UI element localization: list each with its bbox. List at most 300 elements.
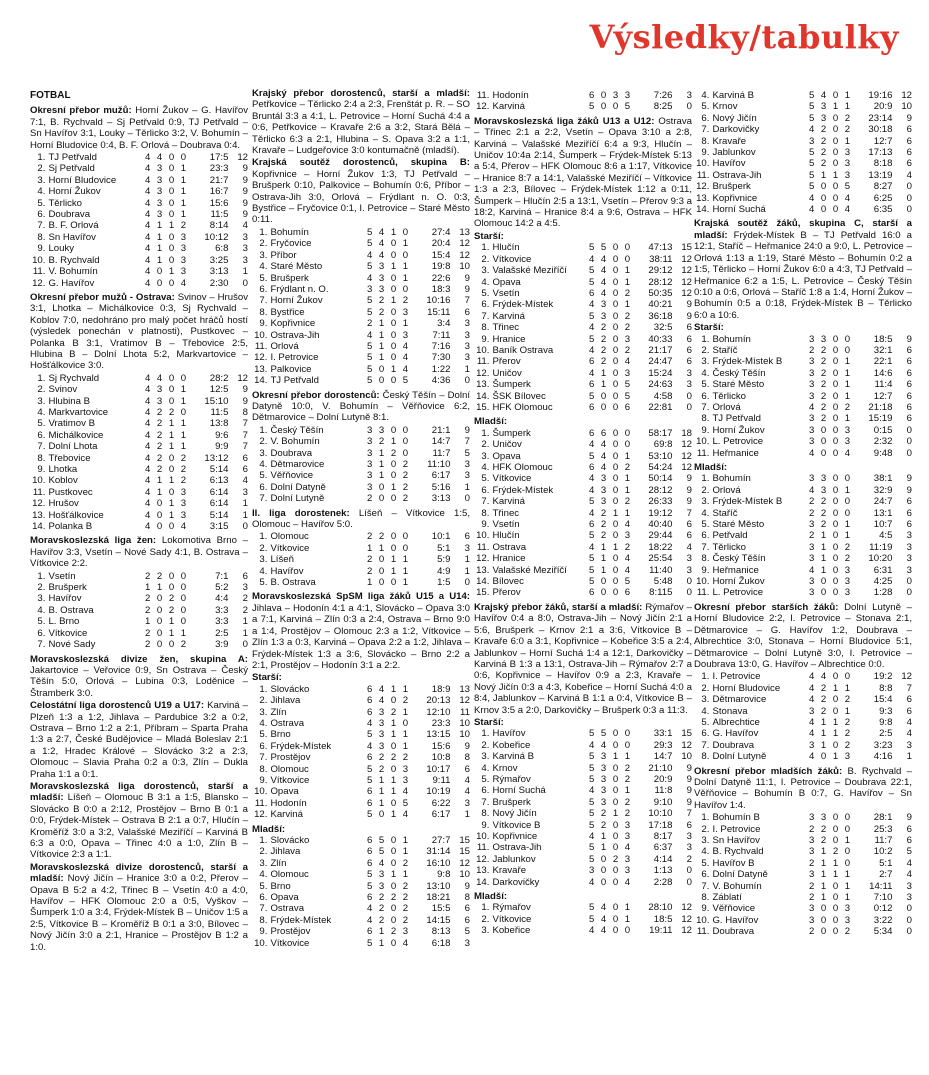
- rank-cell: 1.: [37, 152, 46, 164]
- rank-cell: 13.: [254, 363, 268, 375]
- table-row: [474, 391, 692, 402]
- losses-cell: 0: [844, 857, 851, 869]
- team-name-cell: Rýmařov: [492, 773, 531, 785]
- played-cell: 5: [366, 774, 373, 786]
- team-name-cell: Staříč: [712, 507, 738, 519]
- goals-cell: 28:2: [209, 372, 229, 384]
- draws-cell: 1: [168, 616, 175, 628]
- draws-cell: 0: [832, 823, 839, 835]
- losses-cell: 1: [844, 101, 851, 113]
- team-name-cell: L. Brno: [48, 616, 80, 628]
- team-name-cell: Kopřivnice: [270, 318, 316, 330]
- rank-cell: 2.: [701, 344, 710, 356]
- team-name-cell: Sj Rychvald: [48, 372, 100, 384]
- table-row: [694, 204, 912, 215]
- category-label: Starší:: [474, 716, 504, 728]
- losses-cell: 3: [844, 436, 851, 448]
- goals-cell: 2:5: [879, 728, 893, 740]
- team-name-cell: Horní Žukov: [48, 186, 101, 198]
- points-cell: 1: [464, 363, 470, 375]
- team-name-cell: Opava: [492, 276, 521, 288]
- goals-cell: 2:30: [209, 277, 229, 289]
- goals-cell: 11:4: [874, 379, 893, 391]
- points-cell: 9: [464, 272, 470, 284]
- table-row: [694, 391, 912, 402]
- played-cell: 4: [588, 484, 595, 496]
- match-results: Dolní Lutyně – Horní Bludovice 2:2, I. Petrovice – Stonava 2:1, Dětmarovice – G. Havířov 1:2, Doubrava – Albrechtice 3:0, Stonava – Horní Bludovice 5:1, Dětmarovice – Dolní Lutyně 3:0, I. Petrovice – Doubrava 13:0, G. Havířov – Albrechtice 0:0.: [694, 601, 912, 670]
- table-row: [474, 831, 692, 842]
- losses-cell: 0: [180, 593, 187, 605]
- wins-cell: 2: [820, 135, 827, 147]
- draws-cell: 0: [168, 570, 175, 582]
- wins-cell: 1: [378, 542, 385, 554]
- rank-cell: 11.: [32, 486, 46, 498]
- team-name-cell: Horní Žukov: [712, 424, 765, 436]
- losses-cell: 1: [844, 90, 851, 101]
- goals-cell: 15:11: [427, 306, 451, 318]
- draws-cell: 0: [832, 447, 839, 459]
- rank-cell: 9.: [481, 819, 490, 831]
- table-row: [694, 345, 912, 356]
- points-cell: 9: [686, 310, 692, 322]
- played-cell: 3: [366, 283, 373, 295]
- draws-cell: 0: [390, 272, 397, 284]
- wins-cell: 4: [600, 925, 607, 937]
- played-cell: 4: [144, 372, 151, 384]
- table-row: [30, 152, 248, 163]
- played-cell: 5: [588, 819, 595, 831]
- points-cell: 6: [906, 507, 912, 519]
- wins-cell: 2: [820, 519, 827, 531]
- goals-cell: 5:14: [209, 464, 229, 475]
- draws-cell: 0: [612, 473, 619, 485]
- goals-cell: 17:13: [868, 147, 893, 159]
- draws-cell: 1: [168, 418, 175, 430]
- points-cell: 15: [459, 846, 470, 858]
- goals-cell: 28:10: [648, 902, 673, 914]
- category-label: Mladší:: [252, 823, 286, 835]
- losses-cell: 1: [180, 441, 187, 453]
- draws-cell: 0: [168, 395, 175, 407]
- points-cell: 12: [681, 739, 692, 751]
- draws-cell: 0: [612, 842, 619, 854]
- wins-cell: 4: [600, 287, 607, 299]
- table-row: [694, 751, 912, 762]
- goals-cell: 11:40: [649, 564, 673, 576]
- losses-cell: 0: [402, 436, 409, 448]
- points-cell: 7: [242, 418, 248, 430]
- losses-cell: 2: [180, 464, 187, 475]
- losses-cell: 0: [624, 427, 631, 439]
- wins-cell: 2: [156, 452, 163, 464]
- wins-cell: 0: [600, 390, 607, 402]
- played-cell: 4: [588, 344, 595, 356]
- results-column-3: [474, 90, 692, 940]
- goals-cell: 6:17: [431, 809, 451, 821]
- rank-cell: 8.: [259, 914, 268, 926]
- table-row: [30, 605, 248, 616]
- played-cell: 6: [366, 846, 373, 858]
- points-cell: 15: [681, 242, 692, 254]
- points-cell: 9: [242, 186, 248, 198]
- team-name-cell: Valašské Meziříčí: [492, 564, 567, 576]
- match-results: B. Rychvald – Dolní Datyně 11:1, I. Petrovice – Doubrava 22:1, Věřňovice – Bohumín B 0:7, G. Havířov – Sn Havířov 1:4.: [694, 765, 912, 811]
- goals-cell: 18:3: [431, 283, 451, 295]
- draws-cell: 0: [168, 209, 175, 221]
- points-cell: 3: [242, 254, 248, 266]
- points-cell: 12: [681, 913, 692, 925]
- losses-cell: 2: [180, 475, 187, 487]
- wins-cell: 4: [600, 253, 607, 265]
- losses-cell: 1: [402, 577, 409, 589]
- rank-cell: 5.: [701, 857, 710, 869]
- draws-cell: 0: [390, 880, 397, 892]
- goals-cell: 4:25: [873, 576, 893, 588]
- points-cell: 6: [906, 356, 912, 368]
- draws-cell: 0: [390, 797, 397, 809]
- losses-cell: 2: [402, 459, 409, 470]
- points-cell: 6: [906, 413, 912, 425]
- table-row: [252, 227, 470, 238]
- goals-cell: 40:33: [648, 333, 673, 345]
- played-cell: 4: [588, 831, 595, 842]
- played-cell: 4: [144, 197, 151, 209]
- losses-cell: 2: [402, 295, 409, 307]
- table-row: [252, 448, 470, 459]
- played-cell: 5: [808, 112, 815, 124]
- rank-cell: 7.: [481, 310, 490, 322]
- rank-cell: 10.: [254, 786, 268, 798]
- team-name-cell: HFK Olomouc: [492, 401, 553, 413]
- goals-cell: 3:9: [215, 639, 229, 651]
- losses-cell: 3: [402, 926, 409, 938]
- wins-cell: 0: [378, 565, 385, 577]
- wins-cell: 4: [600, 265, 607, 277]
- points-cell: 6: [906, 135, 912, 147]
- wins-cell: 2: [378, 436, 385, 448]
- goals-cell: 4:4: [215, 593, 229, 605]
- table-row: [252, 543, 470, 554]
- points-cell: 12: [681, 265, 692, 277]
- competition-name: Moravskoslezská SpSM liga žáků U15 a U14:: [252, 591, 470, 603]
- rank-cell: 11.: [254, 340, 268, 352]
- points-cell: 9: [242, 384, 248, 396]
- losses-cell: 3: [180, 498, 187, 510]
- standings-table: [694, 334, 912, 459]
- played-cell: 5: [588, 450, 595, 462]
- rank-cell: 2.: [701, 823, 710, 835]
- team-name-cell: Uničov: [492, 367, 522, 379]
- played-cell: 4: [366, 329, 373, 341]
- goals-cell: 4:9: [437, 565, 451, 577]
- team-name-cell: Ostrava: [270, 903, 305, 915]
- table-row: [694, 565, 912, 576]
- team-name-cell: Brno: [270, 880, 291, 892]
- wins-cell: 0: [600, 401, 607, 413]
- losses-cell: 2: [844, 401, 851, 413]
- table-row: [30, 266, 248, 277]
- rank-cell: 6.: [701, 728, 710, 740]
- points-cell: 3: [464, 937, 470, 949]
- rank-cell: 3.: [701, 356, 710, 368]
- team-name-cell: B. Ostrava: [270, 577, 316, 589]
- team-name-cell: Těrlicko: [712, 541, 747, 553]
- losses-cell: 3: [624, 90, 631, 101]
- points-cell: 3: [686, 90, 692, 101]
- losses-cell: 3: [624, 819, 631, 831]
- goals-cell: 10:20: [868, 553, 893, 565]
- rank-cell: 7.: [481, 496, 490, 508]
- losses-cell: 3: [844, 576, 851, 588]
- draws-cell: 0: [832, 812, 839, 824]
- standings-table: [30, 152, 248, 289]
- draws-cell: 1: [390, 786, 397, 798]
- wins-cell: 0: [600, 876, 607, 888]
- table-row: [694, 812, 912, 823]
- points-cell: 2: [686, 853, 692, 865]
- played-cell: 5: [588, 751, 595, 763]
- points-cell: 7: [464, 295, 470, 307]
- played-cell: 1: [144, 582, 151, 594]
- team-name-cell: Vsetín: [48, 570, 76, 582]
- points-cell: 1: [242, 266, 248, 278]
- draws-cell: 0: [832, 835, 839, 846]
- losses-cell: 4: [624, 876, 631, 888]
- goals-cell: 28:1: [873, 812, 893, 824]
- team-name-cell: Český Těšín: [712, 553, 766, 565]
- team-name-cell: Sn Havířov: [48, 231, 96, 243]
- goals-cell: 29:3: [653, 739, 673, 751]
- draws-cell: 0: [612, 785, 619, 797]
- wins-cell: 1: [156, 486, 163, 498]
- goals-cell: 19:8: [431, 261, 451, 273]
- losses-cell: 2: [402, 493, 409, 505]
- team-name-cell: Vsetín: [492, 519, 520, 531]
- draws-cell: 2: [832, 846, 839, 858]
- table-row: [30, 498, 248, 509]
- team-name-cell: Sj Petřvald: [48, 163, 95, 175]
- rank-cell: 4.: [481, 276, 490, 288]
- team-name-cell: Bohumín B: [712, 812, 760, 824]
- table-row: [252, 250, 470, 261]
- played-cell: 4: [144, 418, 151, 430]
- table-row: [252, 482, 470, 493]
- points-cell: 10: [459, 729, 470, 741]
- team-name-cell: Dolní Datyně: [270, 481, 326, 493]
- wins-cell: 0: [820, 181, 827, 193]
- wins-cell: 2: [378, 914, 385, 926]
- rank-cell: 5.: [259, 880, 268, 892]
- team-name-cell: Šumperk: [492, 379, 531, 391]
- rank-cell: 4.: [701, 367, 710, 379]
- table-row: [30, 593, 248, 604]
- played-cell: 6: [366, 683, 373, 695]
- team-name-cell: Orlová: [712, 484, 741, 496]
- table-row: [252, 375, 470, 386]
- played-cell: 5: [588, 762, 595, 774]
- draws-cell: 0: [390, 249, 397, 261]
- team-name-cell: Prostějov: [270, 926, 311, 938]
- wins-cell: 3: [600, 796, 607, 808]
- team-name-cell: Horní Suchá: [712, 204, 766, 216]
- losses-cell: 3: [844, 564, 851, 576]
- played-cell: 5: [808, 147, 815, 159]
- wins-cell: 1: [378, 447, 385, 459]
- goals-cell: 69:8: [653, 439, 673, 451]
- wins-cell: 0: [378, 363, 385, 375]
- rank-cell: 6.: [37, 627, 46, 639]
- table-row: [694, 508, 912, 519]
- draws-cell: 1: [832, 857, 839, 869]
- rank-cell: 1.: [259, 683, 268, 695]
- points-cell: 0: [686, 576, 692, 588]
- table-row: [694, 334, 912, 345]
- table-row: [252, 775, 470, 786]
- wins-cell: 2: [820, 835, 827, 846]
- team-name-cell: Ostrava-Jih: [492, 842, 542, 854]
- draws-cell: 0: [390, 306, 397, 318]
- team-name-cell: Petřvald: [712, 530, 748, 542]
- losses-cell: 1: [624, 450, 631, 462]
- wins-cell: 5: [600, 728, 607, 740]
- team-name-cell: Horní Žukov: [712, 576, 765, 588]
- losses-cell: 2: [402, 857, 409, 869]
- points-cell: 3: [242, 486, 248, 498]
- goals-cell: 8:115: [649, 587, 673, 599]
- points-cell: 1: [464, 565, 470, 577]
- rank-cell: 7.: [701, 880, 710, 892]
- rank-cell: 5.: [701, 519, 710, 531]
- played-cell: 4: [366, 903, 373, 915]
- wins-cell: 2: [820, 147, 827, 159]
- team-name-cell: L. Petrovice: [712, 436, 764, 448]
- losses-cell: 1: [624, 902, 631, 914]
- table-row: [252, 881, 470, 892]
- rank-cell: 15.: [476, 401, 490, 413]
- goals-cell: 5:1: [879, 857, 893, 869]
- team-name-cell: Heřmanice: [712, 447, 759, 459]
- losses-cell: 1: [624, 507, 631, 519]
- rank-cell: 1.: [701, 333, 710, 345]
- goals-cell: 9:11: [432, 774, 451, 786]
- goals-cell: 26:33: [648, 496, 673, 508]
- played-cell: 5: [588, 553, 595, 565]
- losses-cell: 3: [402, 774, 409, 786]
- rank-cell: 11.: [696, 587, 710, 599]
- goals-cell: 22:6: [431, 272, 451, 284]
- losses-cell: 1: [844, 379, 851, 391]
- rank-cell: 5.: [481, 773, 490, 785]
- draws-cell: 1: [832, 869, 839, 881]
- points-cell: 0: [906, 587, 912, 599]
- wins-cell: 3: [820, 333, 827, 345]
- wins-cell: 0: [600, 853, 607, 865]
- table-row: [30, 175, 248, 186]
- table-row: [694, 824, 912, 835]
- losses-cell: 1: [402, 261, 409, 273]
- wins-cell: 3: [378, 283, 385, 295]
- wins-cell: 2: [820, 356, 827, 368]
- points-cell: 6: [906, 367, 912, 379]
- rank-cell: 9.: [259, 774, 268, 786]
- losses-cell: 1: [402, 835, 409, 846]
- points-cell: 9: [464, 880, 470, 892]
- goals-cell: 20:9: [873, 101, 893, 113]
- losses-cell: 3: [844, 751, 851, 763]
- rank-cell: 11.: [254, 797, 268, 809]
- played-cell: 3: [366, 470, 373, 482]
- match-results: Petřkovice – Těrlicko 2:4 a 2:3, Frenštát p. R. – SO Bruntál 3:3 a 4:1, L. Petrovice – Horní Suchá 4:4 a 0:6, Petřkovice – Kravaře 2:6 a 3:2, Stará Bělá – Těrlicko 6:3 a 2:1, Hlubina – S. Opava 3:2 a 1:1, Kravaře – Ludgeřovice 3:0 kontumačně (mladší).: [252, 99, 470, 157]
- match-results: Jihlava – Hodonín 4:1 a 4:1, Slovácko – Opava 3:0 a 7:1, Karviná – Zlín 0:3 a 2:4, Ostrava – Brno 9:0 a 1:4, Prostějov – Olomouc 2:3 a 1:2, Vítkovice – Zlín 1:3 a 0:3, Karviná – Opava 2:2 a 1:2, Jihlava – Frýdek-Místek 1:3 a 3:6, Slovácko – Brno 2:2 a 2:1, Prostějov – Hodonín 3:1 a 2:2.: [252, 602, 470, 671]
- losses-cell: 2: [402, 914, 409, 926]
- goals-cell: 10:10: [648, 808, 673, 820]
- team-name-cell: Baník Ostrava: [492, 344, 554, 356]
- draws-cell: 2: [390, 447, 397, 459]
- points-cell: 12: [681, 276, 692, 288]
- played-cell: 4: [144, 384, 151, 396]
- wins-cell: 3: [378, 729, 385, 741]
- draws-cell: 0: [832, 333, 839, 345]
- points-cell: 10: [459, 261, 470, 273]
- points-cell: 3: [242, 243, 248, 255]
- wins-cell: 3: [600, 496, 607, 508]
- goals-cell: 50:35: [648, 287, 673, 299]
- rank-cell: 6.: [701, 869, 710, 881]
- points-cell: 13: [459, 226, 470, 238]
- points-cell: 3: [464, 352, 470, 364]
- points-cell: 6: [686, 819, 692, 831]
- losses-cell: 0: [402, 542, 409, 554]
- losses-cell: 2: [180, 639, 187, 651]
- table-row: [474, 428, 692, 439]
- goals-cell: 25:3: [873, 823, 893, 835]
- team-name-cell: TJ Petřvald: [48, 152, 97, 164]
- played-cell: 5: [808, 158, 815, 170]
- rank-cell: 13.: [32, 509, 46, 521]
- losses-cell: 2: [624, 773, 631, 785]
- goals-cell: 16:7: [209, 186, 229, 198]
- rank-cell: 9.: [481, 519, 490, 531]
- table-row: [694, 706, 912, 717]
- draws-cell: 0: [612, 379, 619, 391]
- team-name-cell: B. Ostrava: [48, 604, 94, 616]
- draws-cell: 0: [832, 413, 839, 425]
- points-cell: 18: [681, 427, 692, 439]
- rank-cell: 12.: [476, 367, 490, 379]
- points-cell: 3: [686, 831, 692, 842]
- page-headline: Výsledky/tabulky: [589, 18, 899, 56]
- played-cell: 4: [144, 395, 151, 407]
- points-cell: 4: [906, 169, 912, 181]
- losses-cell: 5: [402, 797, 409, 809]
- table-row: [30, 243, 248, 254]
- wins-cell: 2: [378, 531, 385, 543]
- draws-cell: 0: [168, 521, 175, 533]
- points-cell: 6: [686, 322, 692, 334]
- team-name-cell: TJ Petřvald: [270, 375, 319, 387]
- table-row: [474, 740, 692, 751]
- goals-cell: 21:1: [431, 424, 451, 436]
- points-cell: 10: [459, 717, 470, 729]
- points-cell: 6: [464, 763, 470, 775]
- rank-cell: 5.: [481, 473, 490, 485]
- draws-cell: 0: [168, 582, 175, 594]
- team-name-cell: Český Těšín: [270, 424, 324, 436]
- table-row: [30, 475, 248, 486]
- team-name-cell: Krnov: [712, 101, 738, 113]
- played-cell: 4: [144, 406, 151, 418]
- goals-cell: 20:13: [426, 695, 451, 707]
